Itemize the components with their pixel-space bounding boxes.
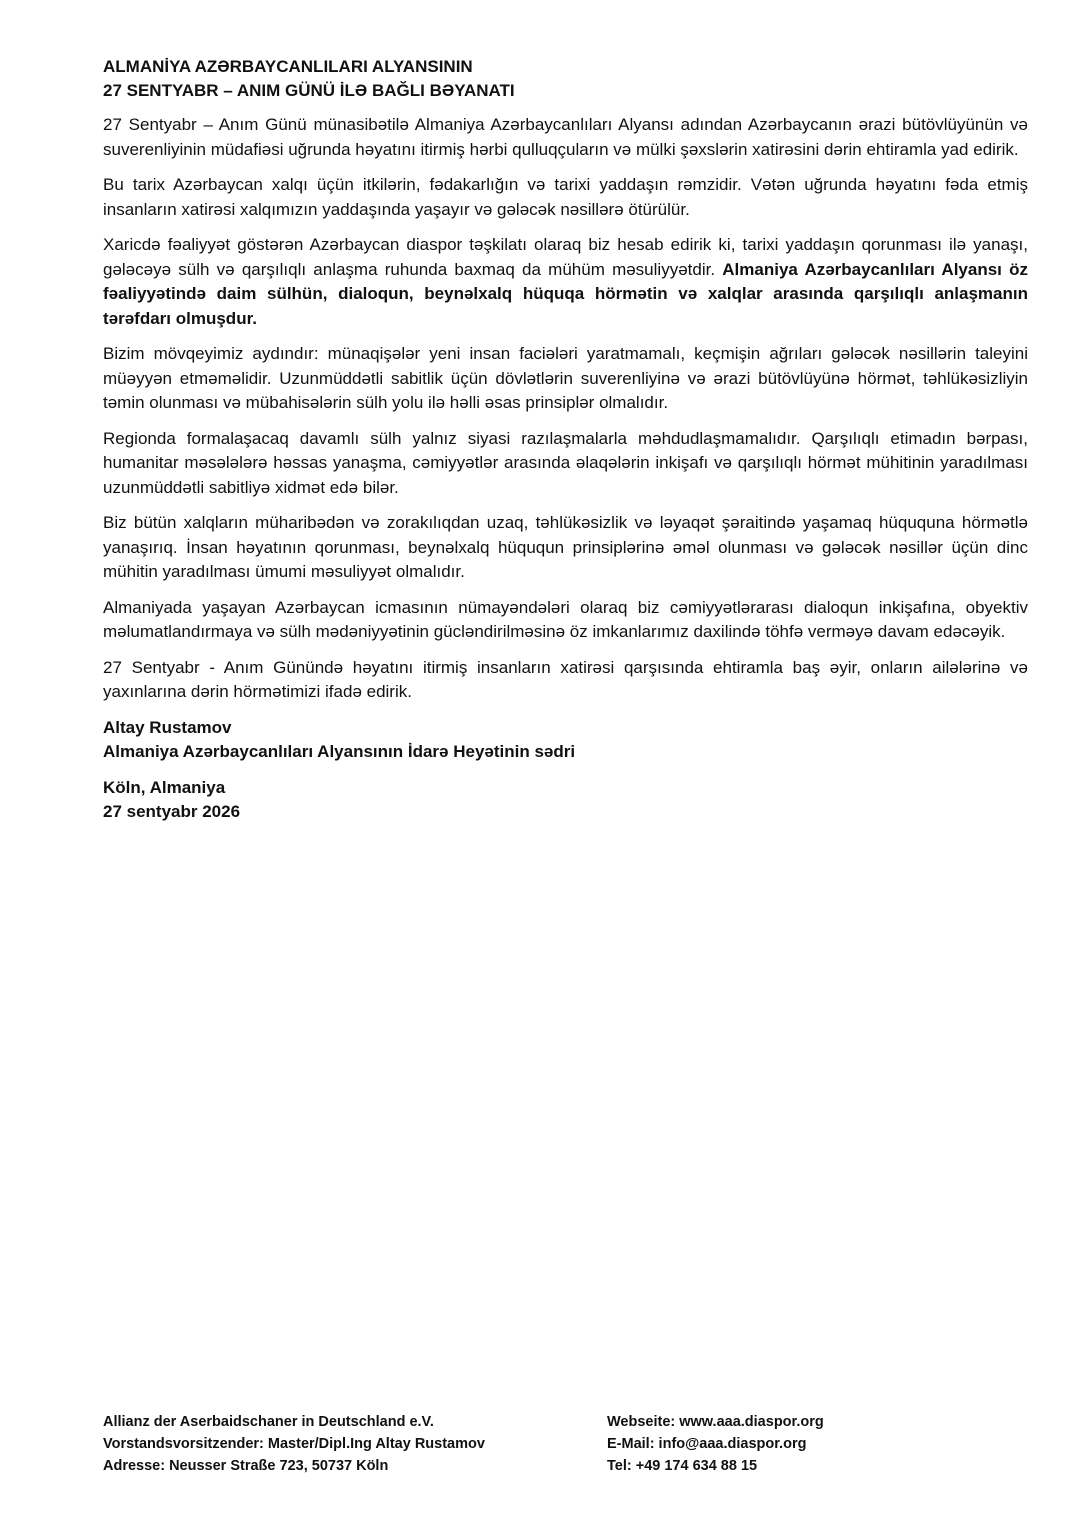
document-heading xyxy=(103,55,1028,103)
footer-website: Webseite: www.aaa.diaspor.org xyxy=(607,1414,824,1430)
document-body xyxy=(103,55,1028,836)
footer-organization-info xyxy=(103,1411,485,1477)
document-date: 27 sentyabr 2026 xyxy=(103,802,241,821)
paragraph-4: Bizim mövqeyimiz aydındır: münaqişələr yeni insan faciələri yaratmamalı, keçmişin ağrıları gələcək nəsillərin taleyini müəyyən etməməlidir. Uzunmüddətli sabitlik üçün dövlətlərin suverenliyinə və ərazi bütövlüyünə hörmət, təhlükəsizliyin təmin olunması və mübahisələrin sülh yolu ilə həlli əsas prinsiplər olmalıdır. xyxy=(103,344,1028,412)
place-date-block xyxy=(103,776,1028,825)
paragraph-3 xyxy=(103,233,1028,331)
paragraph-2: Bu tarix Azərbaycan xalqı üçün itkilərin, fədakarlığın və tarixi yaddaşın rəmzidir. Vətən uğrunda həyatını fəda etmiş insanların xatirəsi xalqımızın yaddaşında yaşayır və gələcək nəsillərə ötürülür. xyxy=(103,175,1028,219)
paragraph-3-bold-text: Almaniya Azərbaycanlıları Alyansı öz fəaliyyətində daim sülhün, dialoqun, beynəlxalq hüquqa hörmətin və xalqlar arasında qarşılıqlı anlaşmanın tərəfdarı olmuşdur. xyxy=(103,259,1028,328)
paragraph-8: 27 Sentyabr - Anım Günündə həyatını itirmiş insanların xatirəsi qarşısında ehtiramla baş əyir, onların ailələrinə və yaxınlarına dərin hörmətimizi ifadə edirik. xyxy=(103,657,1028,701)
signature-block xyxy=(103,716,1028,765)
paragraph-6: Biz bütün xalqların müharibədən və zorakılıqdan uzaq, təhlükəsizlik və ləyaqət şəraitində yaşamaq hüququna hörmətlə yanaşırıq. İnsan həyatının qorunması, beynəlxalq hüququn prinsiplərinə əməl olunması və gələcək nəsillər üçün dinc mühitin yaradılması ümumi məsuliyyət olmalıdır. xyxy=(103,513,1028,581)
signatory-title: Almaniya Azərbaycanlıları Alyansının İdarə Heyətinin sədri xyxy=(103,742,576,761)
footer-contact-info xyxy=(607,1411,824,1477)
footer-email: E-Mail: info@aaa.diaspor.org xyxy=(607,1436,807,1452)
footer-address: Adresse: Neusser Straße 723, 50737 Köln xyxy=(103,1458,389,1474)
signatory-name: Altay Rustamov xyxy=(103,717,232,737)
document-place: Köln, Almaniya xyxy=(103,777,226,797)
heading-line-2: 27 SENTYABR – ANIM GÜNÜ İLƏ BAĞLI BƏYANATI xyxy=(103,81,515,100)
footer-chairman: Vorstandsvorsitzender: Master/Dipl.Ing Altay Rustamov xyxy=(103,1436,485,1452)
paragraph-1: 27 Sentyabr – Anım Günü münasibətilə Almaniya Azərbaycanlıları Alyansı adından Azərbaycanın ərazi bütövlüyünün və suverenliyinin müdafiəsi uğrunda həyatını itirmiş hərbi qulluqçuların və mülki şəxslərin xatirəsini dərin ehtiramla yad edirik. xyxy=(103,115,1028,159)
footer-org-name: Allianz der Aserbaidschaner in Deutschland e.V. xyxy=(103,1414,434,1430)
paragraph-3-text: Xaricdə fəaliyyət göstərən Azərbaycan diaspor təşkilatı olaraq biz hesab edirik ki, tarixi yaddaşın qorunması ilə yanaşı, gələcəyə sülh və qarşılıqlı anlaşma ruhunda baxmaq da mühüm məsuliyyətdir. xyxy=(103,235,1028,279)
paragraph-7: Almaniyada yaşayan Azərbaycan icmasının nümayəndələri olaraq biz cəmiyyətlərarası dialoqun inkişafına, obyektiv məlumatlandırmaya və sülh mədəniyyətinin gücləndirilməsinə öz imkanlarımız daxilində töhfə verməyə davam edəcəyik. xyxy=(103,597,1028,641)
paragraph-5: Regionda formalaşacaq davamlı sülh yalnız siyasi razılaşmalarla məhdudlaşmamalıdır. Qarşılıqlı etimadın bərpası, humanitar məsələlərə həssas yanaşma, cəmiyyətlər arasında əlaqələrin inkişafı və qarşılıqlı hörmət mühitinin yaradılması uzunmüddətli sabitliyə xidmət edə bilər. xyxy=(103,428,1028,497)
footer-phone: Tel: +49 174 634 88 15 xyxy=(607,1458,758,1474)
heading-line-1: ALMANİYA AZƏRBAYCANLILARI ALYANSININ xyxy=(103,57,473,76)
